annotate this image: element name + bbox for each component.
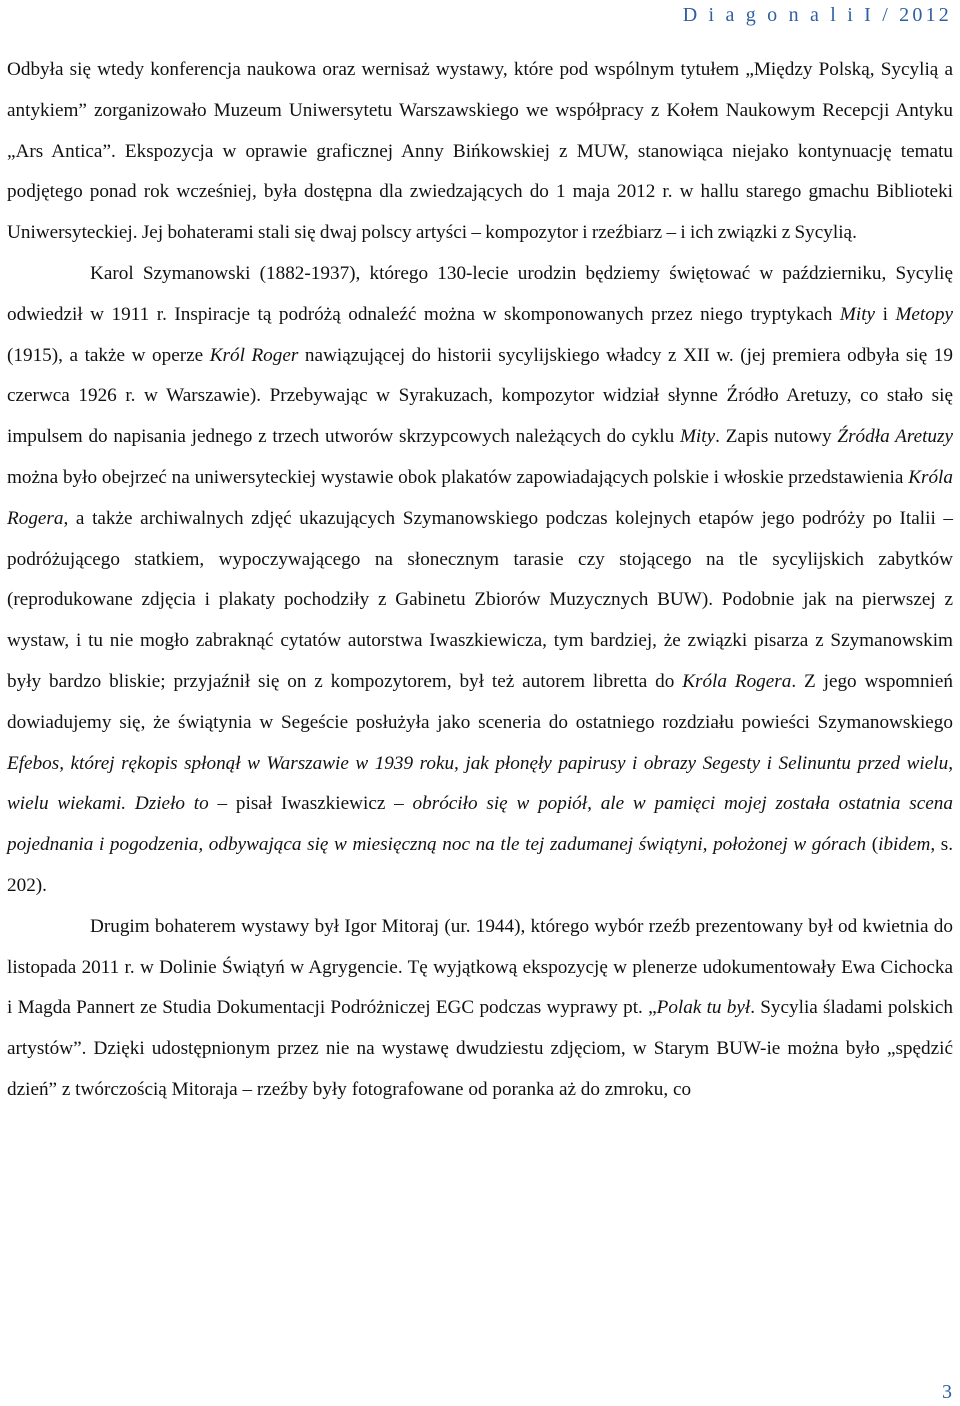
italic-run: Króla Rogera [682,670,792,692]
italic-run: Efebos, której rękopis spłonął w Warszawie w 1939 roku, jak płonęły papirusy i obrazy Segesty i Selinuntu przed wielu, wielu wiekami. Dzieło to [7,752,953,815]
italic-run: Króla Rogera [7,466,953,529]
italic-run: obróciło się w popiół, ale w pamięci mojej została ostatnia scena pojednania i pogodzenia, odbywająca się w miesięczną noc na tle tej zadumanej świątyni, położonej w górach [7,793,953,856]
italic-run: Mity [679,426,716,448]
page-number: 3 [942,1381,952,1403]
paragraph-mitoraj: Drugim bohaterem wystawy był Igor Mitoraj (ur. 1944), którego wybór rzeźb prezentowany był od kwietnia do listopada 2011 r. w Dolinie Świątyń w Agrygencie. Tę wyjątkową ekspozycję w plenerze udokumentowały Ewa Cichocka i Magda Pannert ze Studia Dokumentacji Podróżniczej EGC podczas wyprawy pt. „Polak tu był. Sycylia śladami polskich artystów”. Dzięki udostępnionym przez nie na wystawę dwudziestu zdjęciom, w Starym BUW-ie można było „spędzić dzień” z twórczością Mitoraja – rzeźby były fotografowane od poranka aż do zmroku, co [7,915,953,1100]
italic-run: Źródła Aretuzy [837,426,953,448]
italic-run: Metopy [895,303,953,325]
italic-run: ibidem [878,834,931,856]
paragraph-conference: Odbyła się wtedy konferencja naukowa oraz wernisaż wystawy, które pod wspólnym tytułem „Między Polską, Sycylią a antykiem” zorganizowało Muzeum Uniwersytetu Warszawskiego we współpracy z Kołem Naukowym Recepcji Antyku „Ars Antica”. Ekspozycja w oprawie graficznej Anny Bińkowskiej z MUW, stanowiąca niejako kontynuację tematu podjętego ponad rok wcześniej, była dostępna dla zwiedzających do 1 maja 2012 r. w hallu starego gmachu Biblioteki Uniwersyteckiej. Jej bohaterami stali się dwaj polscy artyści – kompozytor i rzeźbiarz – i ich związki z Sycylią. [7,59,953,244]
paragraph-szymanowski: Karol Szymanowski (1882-1937), którego 130-lecie urodzin będziemy świętować w październiku, Sycylię odwiedził w 1911 r. Inspiracje tą podróżą odnaleźć można w skomponowanych przez niego tryptykach Mity i Metopy (1915), a także w operze Król Roger nawiązującej do historii sycylijskiego władcy z XII w. (jej premiera odbyła się 19 czerwca 1926 r. w Warszawie). Przebywając w Syrakuzach, kompozytor widział słynne Źródło Aretuzy, co stało się impulsem do napisania jednego z trzech utworów skrzypcowych należących do cyklu Mity. Zapis nutowy Źródła Aretuzy można było obejrzeć na uniwersyteckiej wystawie obok plakatów zapowiadających polskie i włoskie przedstawienia Króla Rogera, a także archiwalnych zdjęć ukazujących Szymanowskiego podczas kolejnych etapów jego podróży po Italii – podróżującego statkiem, wypoczywającego na słonecznym tarasie czy stojącego na tle sycylijskich zabytków (reprodukowane zdjęcia i plakaty pochodziły z Gabinetu Zbiorów Muzycznych BUW). Podobnie jak na pierwszej z wystaw, i tu nie mogło zabraknąć cytatów autorstwa Iwaszkiewicza, tym bardziej, że związki pisarza z Szymanowskim były bardzo bliskie; przyjaźnił się on z kompozytorem, był też autorem libretta do Króla Rogera. Z jego wspomnień dowiadujemy się, że świątynia w Segeście posłużyła jako sceneria do ostatniego rozdziału powieści Szymanowskiego Efebos, której rękopis spłonął w Warszawie w 1939 roku, jak płonęły papirusy i obrazy Segesty i Selinuntu przed wielu, wielu wiekami. Dzieło to – pisał Iwaszkiewicz – obróciło się w popiół, ale w pamięci mojej została ostatnia scena pojednania i pogodzenia, odbywająca się w miesięczną noc na tle tej zadumanej świątyni, położonej w górach (ibidem, s. 202). [7,262,954,896]
article-body [7,50,953,1111]
italic-run: Polak tu był [656,997,751,1019]
italic-run: Król Roger [209,344,299,366]
italic-run: Mity [839,303,876,325]
journal-header: D i a g o n a l i I / 2012 [682,4,952,26]
